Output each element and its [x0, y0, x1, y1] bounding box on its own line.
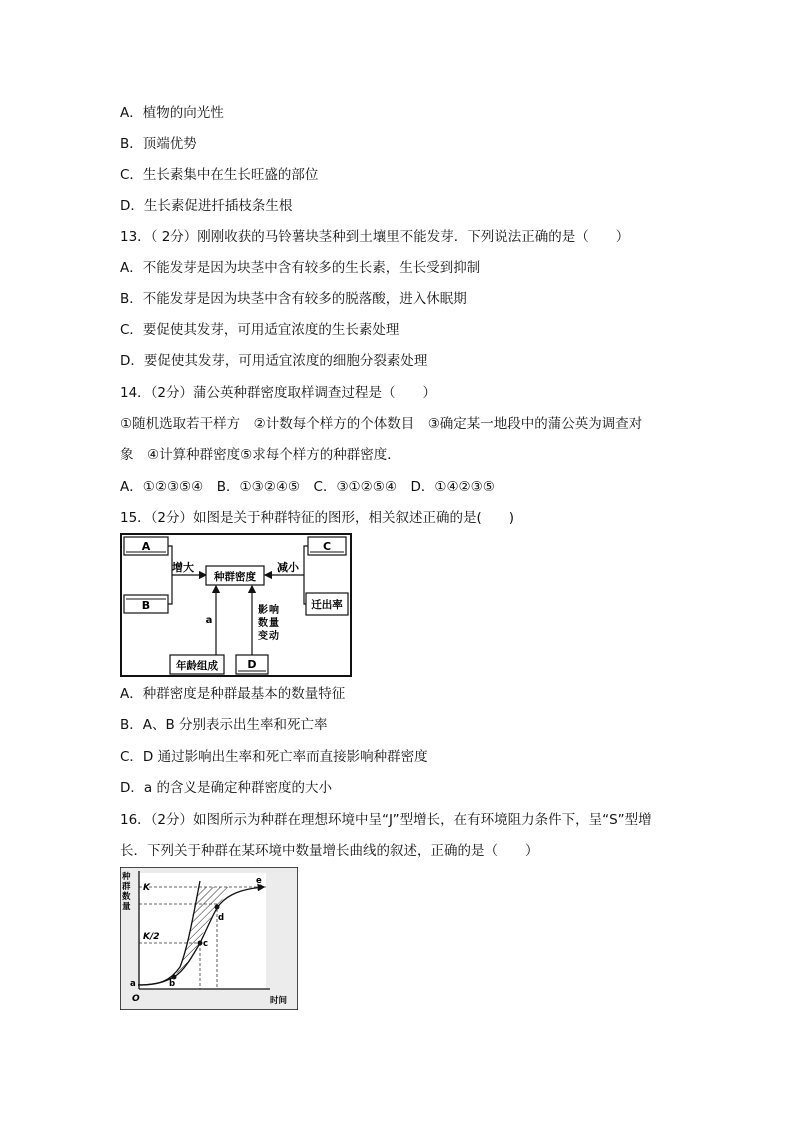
- q15-influence-char: 数: [258, 618, 268, 629]
- q15-decrease-label: 减小: [277, 561, 299, 574]
- q13-option-b: B．不能发芽是因为块茎中含有较多的脱落酸，进入休眠期: [120, 291, 467, 307]
- q16-ylabel-char: 数: [122, 892, 131, 902]
- q13-option-d: D．要促使其发芽，可用适宜浓度的细胞分裂素处理: [120, 353, 428, 369]
- q12-option-c: C．生长素集中在生长旺盛的部位: [120, 167, 319, 183]
- q13-stem: 13．（ 2分）刚刚收获的马铃薯块茎种到土壤里不能发芽．下列说法正确的是（ ）: [120, 229, 630, 245]
- q15-influence-char: 动: [269, 631, 279, 642]
- q12-option-a: A．植物的向光性: [120, 105, 224, 121]
- q14-steps-line1: ①随机选取若干样方 ②计数每个样方的个体数目 ③确定某一地段中的蒲公英为调查对: [120, 416, 643, 432]
- q16-ylabel-char: 种: [122, 872, 131, 882]
- q16-point-c: c: [203, 939, 209, 949]
- q15-influence-char: 量: [269, 618, 279, 629]
- q15-option-c: C．D 通过影响出生率和死亡率而直接影响种群密度: [120, 749, 428, 765]
- q15-figure: [120, 533, 352, 677]
- q16-stem-line2: 长．下列关于种群在某环境中数量增长曲线的叙述，正确的是（ ）: [120, 843, 539, 859]
- q16-origin-label: O: [132, 994, 140, 1004]
- q16-point-e: e: [256, 876, 262, 886]
- q13-option-a: A．不能发芽是因为块茎中含有较多的生长素，生长受到抑制: [120, 260, 481, 276]
- q13-option-c: C．要促使其发芽，可用适宜浓度的生长素处理: [120, 322, 400, 338]
- q15-option-a: A．种群密度是种群最基本的数量特征: [120, 686, 346, 702]
- q15-population-density: 种群密度: [214, 571, 256, 583]
- q15-arrow-a-label: a: [205, 615, 213, 626]
- q15-box-a: A: [141, 540, 151, 553]
- q16-xlabel: 时间: [270, 996, 288, 1006]
- q15-box-c: C: [322, 540, 332, 553]
- q16-point-d: d: [218, 913, 225, 923]
- q15-influence-char: 影: [258, 605, 268, 616]
- q15-box-d: D: [247, 658, 257, 671]
- q15-emigration: 迁出率: [311, 599, 343, 611]
- q15-stem: 15．（2分）如图是关于种群特征的图形，相关叙述正确的是( ): [120, 510, 515, 526]
- q14-options: A．①②③⑤④ B．①③②④⑤ C．③①②⑤④ D．①④②③⑤: [120, 479, 495, 495]
- q16-figure: [120, 867, 298, 1010]
- q15-option-d: D．a 的含义是确定种群密度的大小: [120, 780, 332, 796]
- q16-point-a: a: [130, 979, 136, 989]
- q16-k-label: K: [143, 883, 150, 893]
- q14-stem: 14．（2分）蒲公英种群密度取样调查过程是（ ）: [120, 385, 437, 401]
- q15-age-structure: 年龄组成: [176, 660, 218, 672]
- q14-steps-line2: 象 ④计算种群密度⑤求每个样方的种群密度．: [120, 447, 401, 463]
- q15-influence-char: 响: [269, 605, 279, 616]
- q16-k-half-label: K/2: [143, 932, 160, 942]
- q12-option-b: B．顶端优势: [120, 136, 197, 152]
- q16-stem-line1: 16．（2分）如图所示为种群在理想环境中呈“J”型增长，在有环境阻力条件下，呈“S”型增: [120, 812, 652, 828]
- q16-ylabel-char: 群: [122, 882, 131, 892]
- q15-option-b: B．A、B 分别表示出生率和死亡率: [120, 717, 328, 733]
- q16-ylabel-char: 量: [122, 902, 131, 912]
- q12-option-d: D．生长素促进扦插枝条生根: [120, 198, 293, 214]
- q15-influence-char: 变: [258, 631, 268, 642]
- q15-increase-label: 增大: [172, 561, 194, 574]
- q15-box-b: B: [141, 599, 151, 612]
- q16-point-b: b: [169, 979, 176, 989]
